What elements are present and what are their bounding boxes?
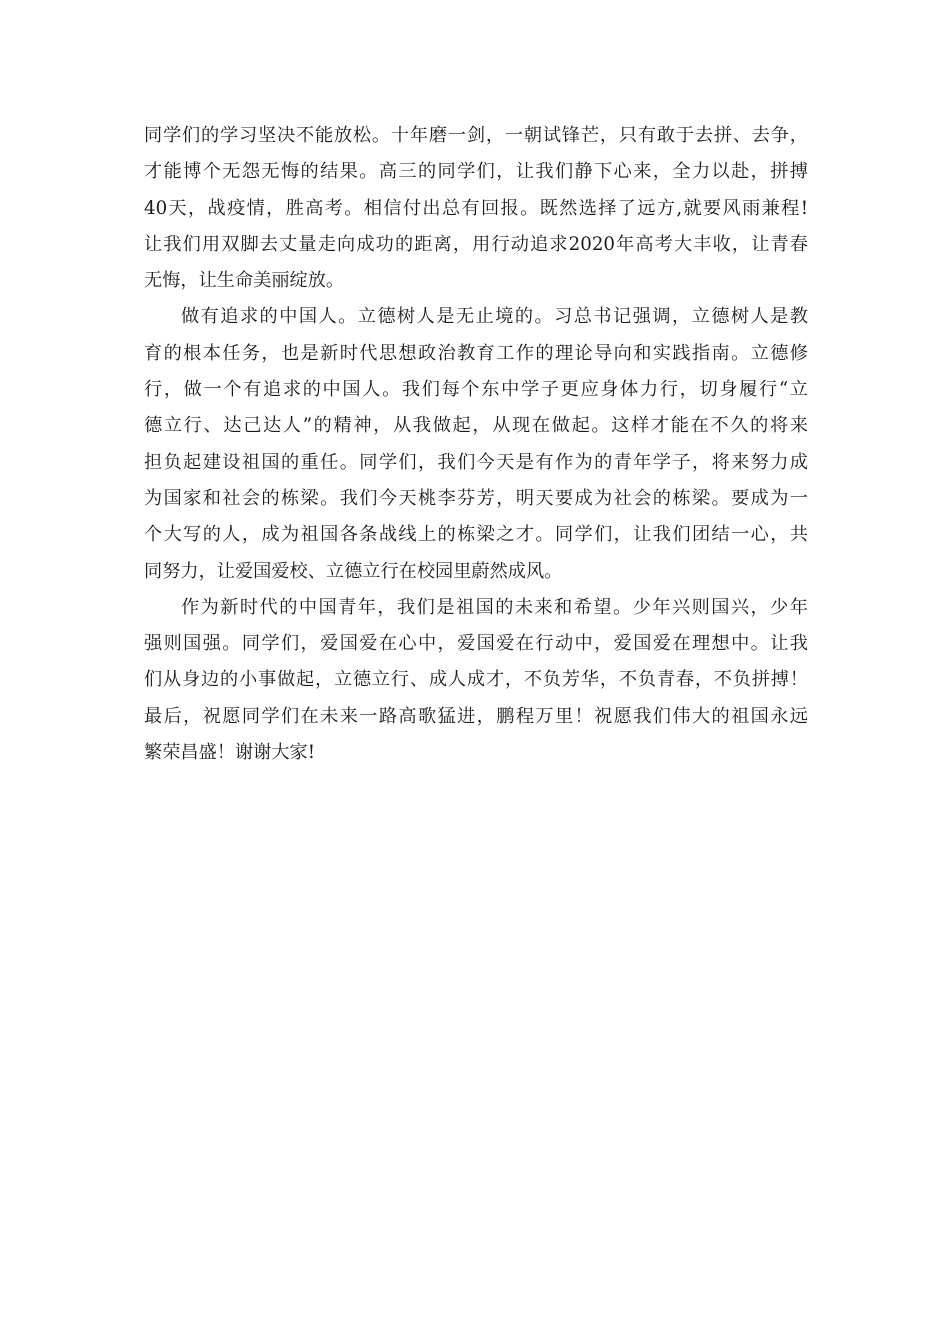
paragraph-line: 繁荣昌盛！谢谢大家! <box>144 742 315 764</box>
paragraph-line: 40天，战疫情，胜高考。相信付出总有回报。既然选择了远方,就要风雨兼程! <box>144 197 808 219</box>
paragraph-line: 同学们的学习坚决不能放松。十年磨一剑，一朝试锋芒，只有敢于去拼、去争， <box>144 125 808 146</box>
paragraph-line: 个大写的人，成为祖国各条战线上的栋梁之才。同学们，让我们团结一心，共 <box>144 524 808 546</box>
paragraph-line: 德立行、达己达人”的精神，从我做起，从现在做起。这样才能在不久的将来 <box>144 415 808 437</box>
paragraph-line: 育的根本任务，也是新时代思想政治教育工作的理论导向和实践指南。立德修 <box>144 342 808 364</box>
paragraph-2 <box>144 299 808 589</box>
paragraph-line: 作为新时代的中国青年，我们是祖国的未来和希望。少年兴则国兴，少年 <box>181 596 808 618</box>
paragraph-line: 让我们用双脚去丈量走向成功的距离，用行动追求2020年高考大丰收，让青春 <box>144 233 808 255</box>
paragraph-line: 行，做一个有追求的中国人。我们每个东中学子更应身体力行，切身履行“立 <box>144 379 808 401</box>
paragraph-line: 为国家和社会的栋梁。我们今天桃李芬芳，明天要成为社会的栋梁。要成为一 <box>144 487 808 509</box>
paragraph-1 <box>144 118 808 299</box>
paragraph-line: 才能博个无怨无悔的结果。高三的同学们，让我们静下心来，全力以赴，拼搏 <box>144 161 808 183</box>
paragraph-line: 无悔，让生命美丽绽放。 <box>144 270 345 292</box>
document-body <box>144 118 808 771</box>
paragraph-line: 最后，祝愿同学们在未来一路高歌猛进，鹏程万里！祝愿我们伟大的祖国永远 <box>144 705 808 727</box>
paragraph-line: 担负起建设祖国的重任。同学们，我们今天是有作为的青年学子，将来努力成 <box>144 451 808 473</box>
paragraph-line: 同努力，让爱国爱校、立德立行在校园里蔚然成风。 <box>144 560 563 582</box>
paragraph-line: 们从身边的小事做起，立德立行、成人成才，不负芳华，不负青春，不负拼搏！ <box>144 669 808 691</box>
paragraph-line: 强则国强。同学们，爱国爱在心中，爱国爱在行动中，爱国爱在理想中。让我 <box>144 633 808 655</box>
paragraph-3 <box>144 590 808 771</box>
paragraph-line: 做有追求的中国人。立德树人是无止境的。习总书记强调，立德树人是教 <box>181 306 808 328</box>
